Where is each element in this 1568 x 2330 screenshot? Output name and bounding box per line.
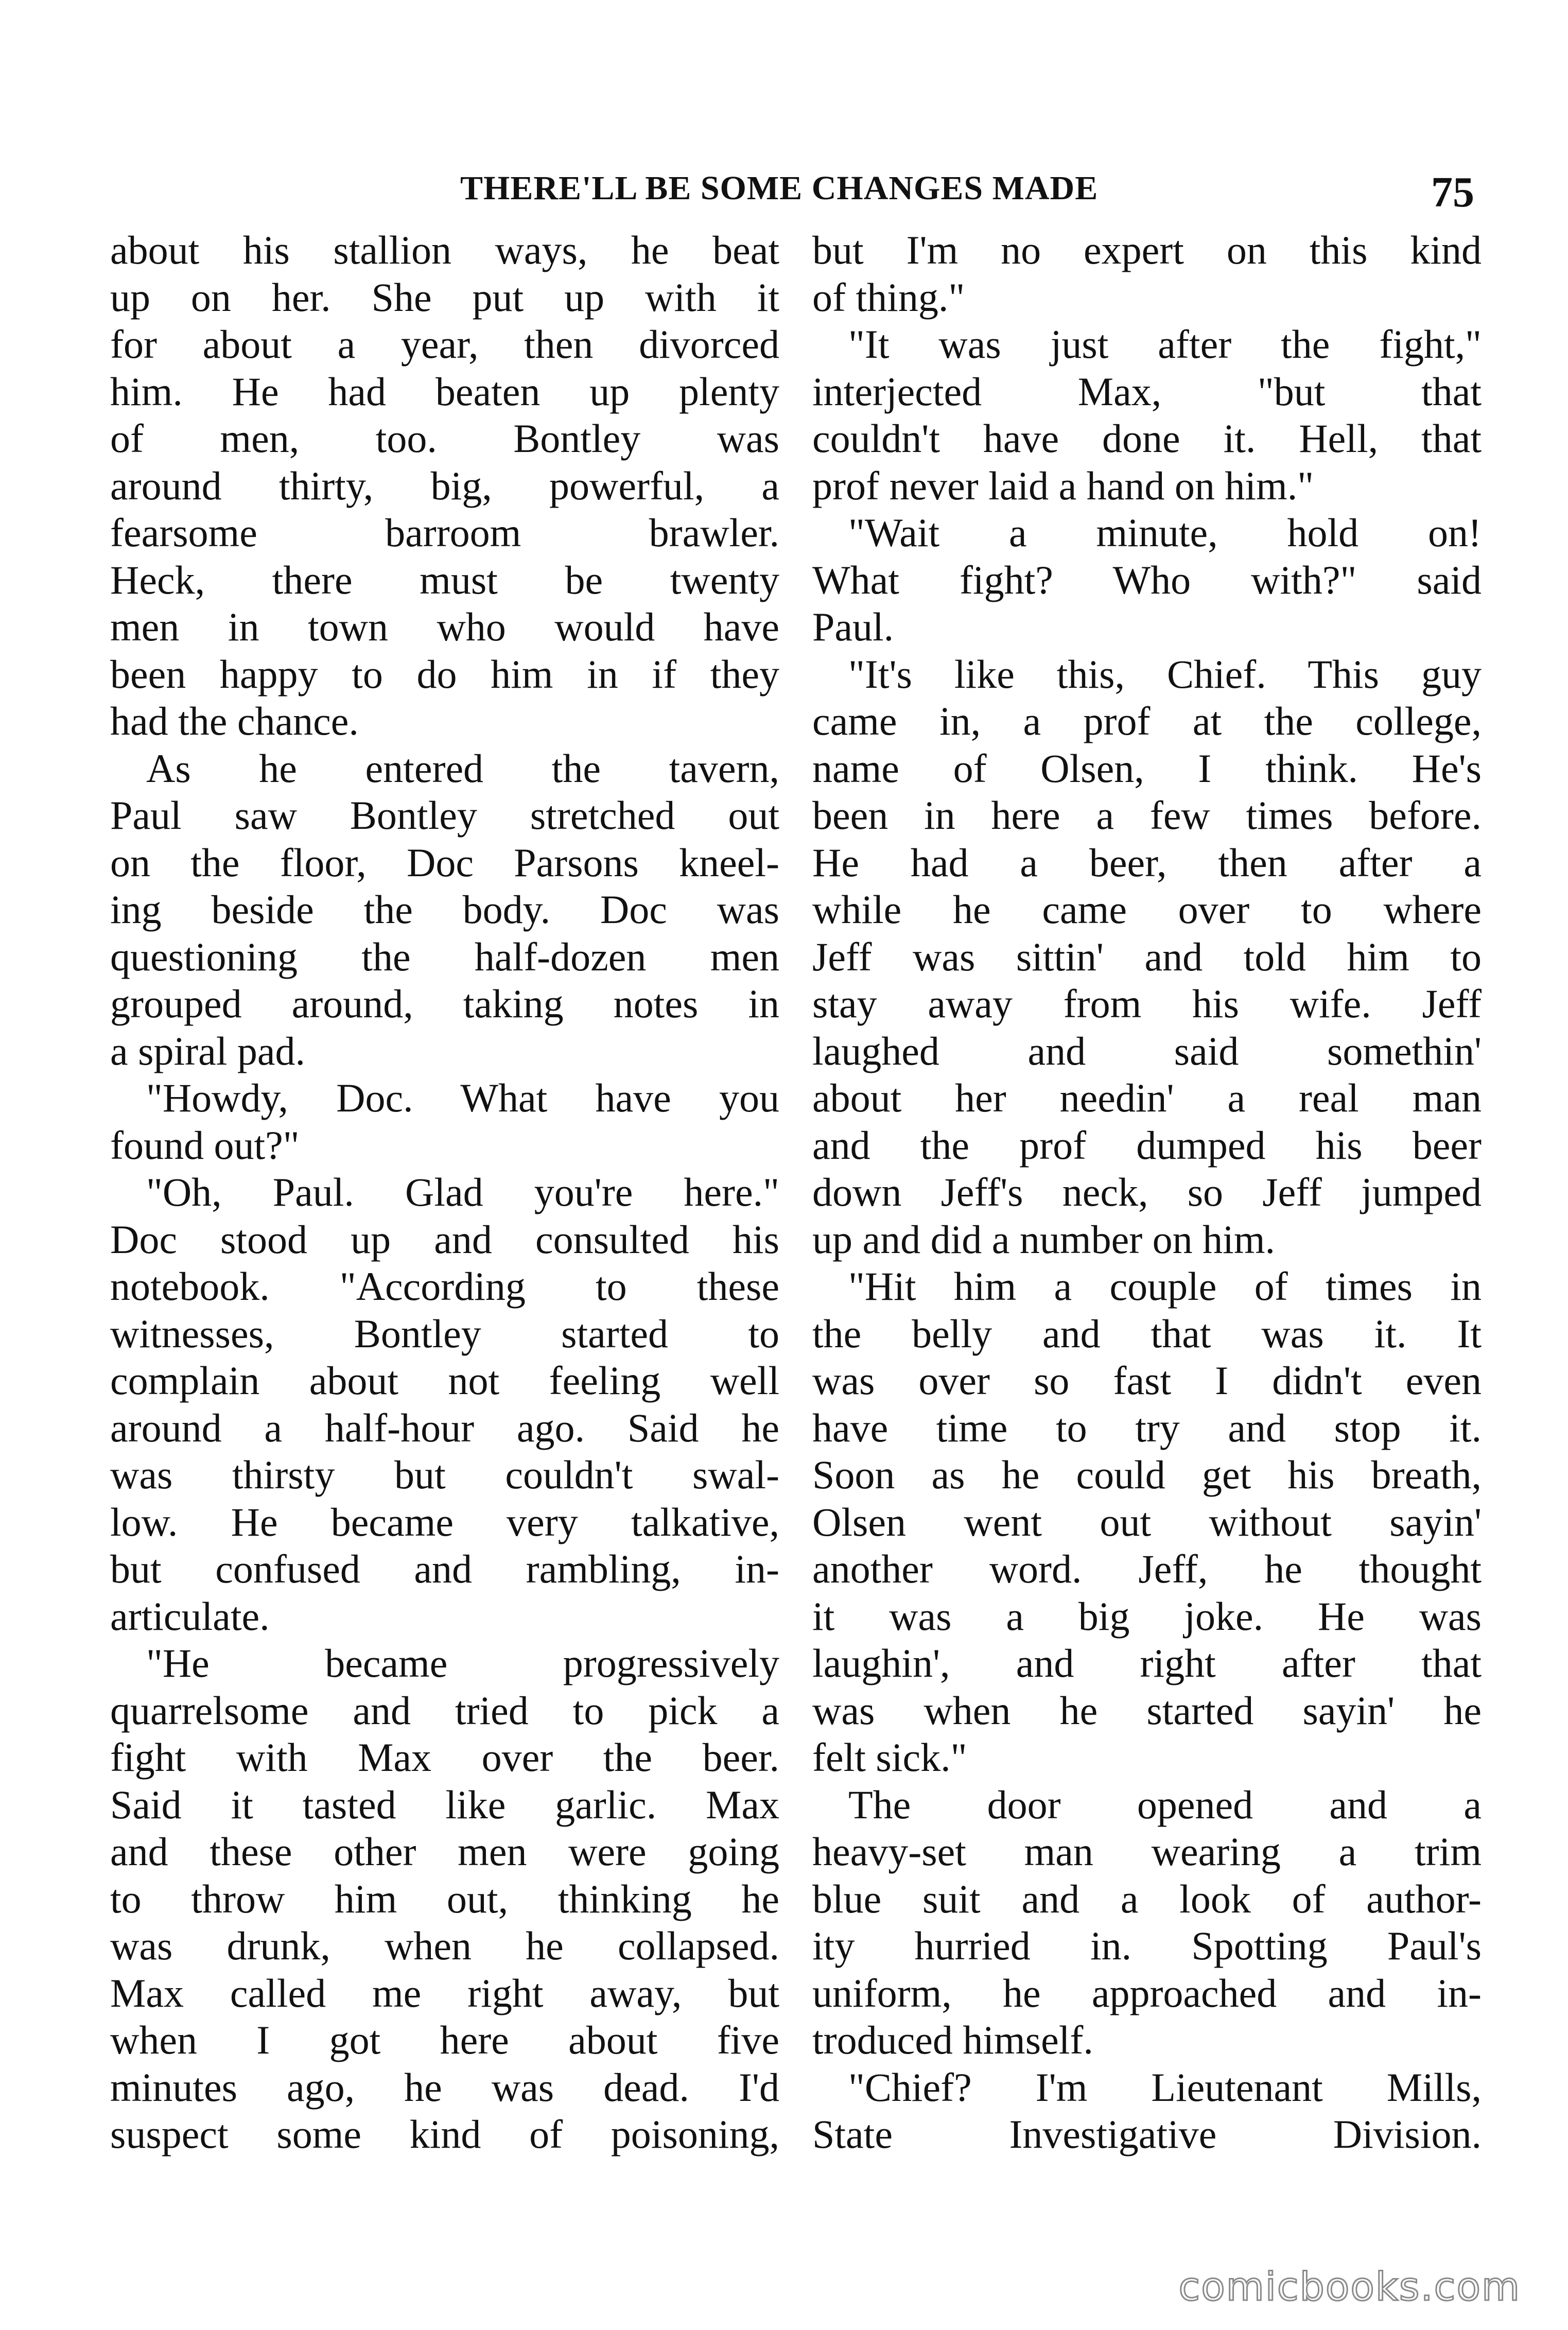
text-line: quarrelsome and tried to pick a — [110, 1688, 779, 1733]
text-line: but confused and rambling, in- — [110, 1546, 779, 1591]
text-line: Said it tasted like garlic. Max — [110, 1782, 779, 1827]
text-line: and these other men were going — [110, 1829, 779, 1874]
text-line: but I'm no expert on this kind — [812, 228, 1482, 272]
text-line: As he entered the tavern, — [146, 745, 779, 791]
text-line: down Jeff's neck, so Jeff jumped — [812, 1170, 1482, 1214]
text-line: "It was just after the fight," — [848, 322, 1482, 367]
text-line: of men, too. Bontley was — [110, 416, 779, 461]
text-line: Olsen went out without sayin' — [812, 1499, 1482, 1544]
text-line: Heck, there must be twenty — [110, 557, 779, 602]
text-line: around a half-hour ago. Said he — [110, 1405, 779, 1450]
text-line: The door opened and a — [848, 1782, 1482, 1827]
text-line: Soon as he could get his breath, — [812, 1452, 1482, 1497]
text-line: another word. Jeff, he thought — [812, 1546, 1482, 1591]
text-line: it was a big joke. He was — [812, 1593, 1482, 1639]
text-line: about her needin' a real man — [812, 1075, 1482, 1120]
text-line: "Hit him a couple of times in — [848, 1264, 1482, 1309]
text-line: blue suit and a look of author- — [812, 1876, 1482, 1921]
text-line: notebook. "According to these — [110, 1264, 779, 1309]
text-line: felt sick." — [812, 1735, 967, 1780]
text-line: "He became progressively — [146, 1641, 779, 1685]
text-line: had the chance. — [110, 699, 359, 743]
text-line: of thing." — [812, 274, 965, 320]
text-line: have time to try and stop it. — [812, 1405, 1482, 1450]
text-line: couldn't have done it. Hell, that — [812, 416, 1482, 461]
text-line: "Wait a minute, hold on! — [848, 510, 1482, 555]
text-line: ity hurried in. Spotting Paul's — [812, 1923, 1482, 1968]
text-line: heavy-set man wearing a trim — [812, 1829, 1482, 1874]
text-line: was over so fast I didn't even — [812, 1358, 1482, 1403]
text-line: was drunk, when he collapsed. — [110, 1923, 779, 1968]
text-line: articulate. — [110, 1593, 270, 1639]
text-line: prof never laid a hand on him." — [812, 463, 1314, 508]
text-line: He had a beer, then after a — [812, 840, 1482, 885]
text-line: been happy to do him in if they — [110, 651, 779, 697]
text-line: was thirsty but couldn't swal- — [110, 1452, 779, 1497]
text-line: State Investigative Division. — [812, 2112, 1482, 2157]
text-line: name of Olsen, I think. He's — [812, 745, 1482, 791]
left-text-column — [110, 227, 779, 2158]
watermark: comicbooks.com — [1178, 2264, 1521, 2309]
text-line: uniform, he approached and in- — [812, 1970, 1482, 2015]
text-line: stay away from his wife. Jeff — [812, 981, 1482, 1026]
text-line: the belly and that was it. It — [812, 1311, 1482, 1356]
text-line: laughin', and right after that — [812, 1641, 1482, 1685]
text-line: was when he started sayin' he — [812, 1688, 1482, 1733]
text-line: "Chief? I'm Lieutenant Mills, — [848, 2064, 1482, 2110]
text-line: laughed and said somethin' — [812, 1028, 1482, 1073]
text-line: fearsome barroom brawler. — [110, 510, 779, 555]
text-line: troduced himself. — [812, 2018, 1093, 2062]
text-line: about his stallion ways, he beat — [110, 228, 779, 272]
text-line: "Howdy, Doc. What have you — [146, 1075, 779, 1120]
text-line: fight with Max over the beer. — [110, 1735, 779, 1780]
text-line: witnesses, Bontley started to — [110, 1311, 779, 1356]
text-line: around thirty, big, powerful, a — [110, 463, 779, 508]
text-line: "Oh, Paul. Glad you're here." — [146, 1170, 779, 1214]
text-line: Jeff was sittin' and told him to — [812, 934, 1482, 979]
text-line: up and did a number on him. — [812, 1216, 1276, 1262]
text-line: Doc stood up and consulted his — [110, 1216, 779, 1262]
text-line: a spiral pad. — [110, 1028, 306, 1073]
text-line: Max called me right away, but — [110, 1970, 779, 2015]
text-line: while he came over to where — [812, 887, 1482, 932]
text-line: "It's like this, Chief. This guy — [848, 651, 1482, 697]
text-line: men in town who would have — [110, 604, 779, 649]
text-line: for about a year, then divorced — [110, 322, 779, 367]
text-line: up on her. She put up with it — [110, 274, 779, 320]
page-number: 75 — [1431, 168, 1474, 216]
text-line: interjected Max, "but that — [812, 369, 1482, 414]
text-line: minutes ago, he was dead. I'd — [110, 2064, 779, 2110]
text-line: low. He became very talkative, — [110, 1499, 779, 1544]
text-line: complain about not feeling well — [110, 1358, 779, 1403]
text-line: Paul saw Bontley stretched out — [110, 793, 779, 838]
text-line: grouped around, taking notes in — [110, 981, 779, 1026]
page-header — [110, 164, 1474, 220]
text-line: when I got here about five — [110, 2018, 779, 2062]
text-line: him. He had beaten up plenty — [110, 369, 779, 414]
text-line: and the prof dumped his beer — [812, 1122, 1482, 1168]
running-title: THERE'LL BE SOME CHANGES MADE — [460, 169, 1099, 207]
text-line: been in here a few times before. — [812, 793, 1482, 838]
text-line: questioning the half-dozen men — [110, 934, 779, 979]
text-line: on the floor, Doc Parsons kneel- — [110, 840, 779, 885]
text-line: ing beside the body. Doc was — [110, 887, 779, 932]
right-text-column — [812, 227, 1482, 2158]
text-line: came in, a prof at the college, — [812, 699, 1482, 743]
text-line: Paul. — [812, 604, 894, 649]
text-line: suspect some kind of poisoning, — [110, 2112, 779, 2157]
text-line: What fight? Who with?" said — [812, 557, 1482, 602]
text-line: found out?" — [110, 1122, 300, 1168]
text-line: to throw him out, thinking he — [110, 1876, 779, 1921]
